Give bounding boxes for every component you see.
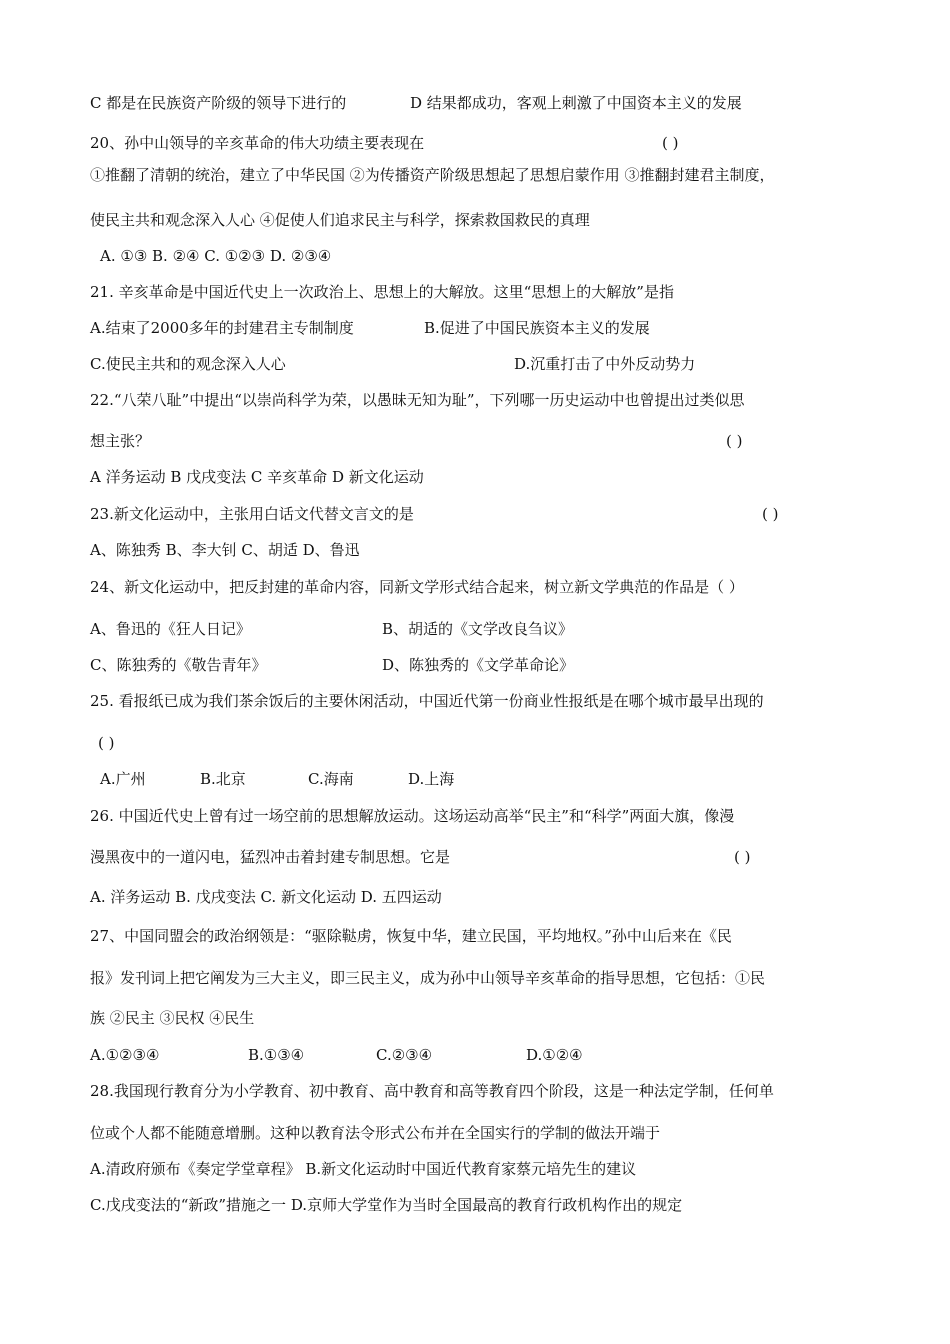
q25-option-c: C.海南 <box>308 770 354 788</box>
q20-stem: 20、孙中山领导的辛亥革命的伟大功绩主要表现在 <box>90 134 425 152</box>
q28-options-row1: A.清政府颁布《奏定学堂章程》 B.新文化运动时中国近代教育家蔡元培先生的建议 <box>90 1160 637 1178</box>
q22-stem-line1: 22.“八荣八耻”中提出“以崇尚科学为荣，以愚昧无知为耻”，下列哪一历史运动中也曾提出过类似思 <box>90 391 745 409</box>
q27-stem-line2: 报》发刊词上把它阐发为三大主义，即三民主义，成为孙中山领导辛亥革命的指导思想，它包括：①民 <box>90 969 766 987</box>
q21-stem: 21. 辛亥革命是中国近代史上一次政治上、思想上的大解放。这里“思想上的大解放”是指 <box>90 283 674 301</box>
q20-items-line1: ①推翻了清朝的统治，建立了中华民国 ②为传播资产阶级思想起了思想启蒙作用 ③推翻封建君主制度， <box>90 166 775 184</box>
q22-stem-line2: 想主张？ <box>90 432 151 450</box>
q20-items-line2: 使民主共和观念深入人心 ④促使人们追求民主与科学，探索救国救民的真理 <box>90 211 590 229</box>
q20-options: A. ①③ B. ②④ C. ①②③ D. ②③④ <box>100 247 332 265</box>
q24-stem: 24、新文化运动中，把反封建的革命内容，同新文学形式结合起来，树立新文学典范的作品是（ ） <box>90 578 744 596</box>
q23-answer-paren: ( ) <box>762 505 779 523</box>
q25-answer-paren: ( ) <box>98 734 115 752</box>
q19-option-c: C 都是在民族资产阶级的领导下进行的 <box>90 94 347 112</box>
q26-stem-line2: 漫黑夜中的一道闪电，猛烈冲击着封建专制思想。它是 <box>90 848 451 866</box>
q25-option-a: A.广州 <box>100 770 146 788</box>
q21-option-c: C.使民主共和的观念深入人心 <box>90 355 286 373</box>
q19-option-d: D 结果都成功，客观上刺激了中国资本主义的发展 <box>410 94 742 112</box>
q22-options: A 洋务运动 B 戊戌变法 C 辛亥革命 D 新文化运动 <box>90 468 424 486</box>
q27-stem-line1: 27、中国同盟会的政治纲领是：“驱除鞑虏，恢复中华，建立民国，平均地权。”孙中山后来在《民 <box>90 927 732 945</box>
q25-stem: 25. 看报纸已成为我们茶余饭后的主要休闲活动，中国近代第一份商业性报纸是在哪个城市最早出现的 <box>90 692 764 710</box>
q26-stem-line1: 26. 中国近代史上曾有过一场空前的思想解放运动。这场运动高举“民主”和“科学”两面大旗，像漫 <box>90 807 735 825</box>
q27-option-c: C.②③④ <box>376 1046 433 1064</box>
q27-option-a: A.①②③④ <box>90 1046 160 1064</box>
q26-answer-paren: ( ) <box>734 848 751 866</box>
q24-option-d: D、陈独秀的《文学革命论》 <box>382 656 575 674</box>
q25-option-b: B.北京 <box>200 770 246 788</box>
q24-option-c: C、陈独秀的《敬告青年》 <box>90 656 267 674</box>
q26-options: A. 洋务运动 B. 戊戌变法 C. 新文化运动 D. 五四运动 <box>90 888 442 906</box>
q23-options: A、陈独秀 B、李大钊 C、胡适 D、鲁迅 <box>90 541 360 559</box>
q27-option-d: D.①②④ <box>526 1046 583 1064</box>
q24-option-a: A、鲁迅的《狂人日记》 <box>90 620 251 638</box>
q21-option-a: A.结束了2000多年的封建君主专制制度 <box>90 319 354 337</box>
q27-option-b: B.①③④ <box>248 1046 305 1064</box>
q23-stem: 23.新文化运动中，主张用白话文代替文言文的是 <box>90 505 414 523</box>
q24-option-b: B、胡适的《文学改良刍议》 <box>382 620 574 638</box>
q25-option-d: D.上海 <box>408 770 455 788</box>
q28-options-row2: C.戊戌变法的“新政”措施之一 D.京师大学堂作为当时全国最高的教育行政机构作出的规定 <box>90 1196 683 1214</box>
q28-stem-line1: 28.我国现行教育分为小学教育、初中教育、高中教育和高等教育四个阶段，这是一种法定学制，任何单 <box>90 1082 774 1100</box>
q22-answer-paren: ( ) <box>726 432 743 450</box>
q27-stem-line3: 族 ②民主 ③民权 ④民生 <box>90 1009 255 1027</box>
q21-option-d: D.沉重打击了中外反动势力 <box>514 355 696 373</box>
q28-stem-line2: 位或个人都不能随意增删。这种以教育法令形式公布并在全国实行的学制的做法开端于 <box>90 1124 661 1142</box>
q21-option-b: B.促进了中国民族资本主义的发展 <box>424 319 650 337</box>
q20-answer-paren: ( ) <box>662 134 679 152</box>
